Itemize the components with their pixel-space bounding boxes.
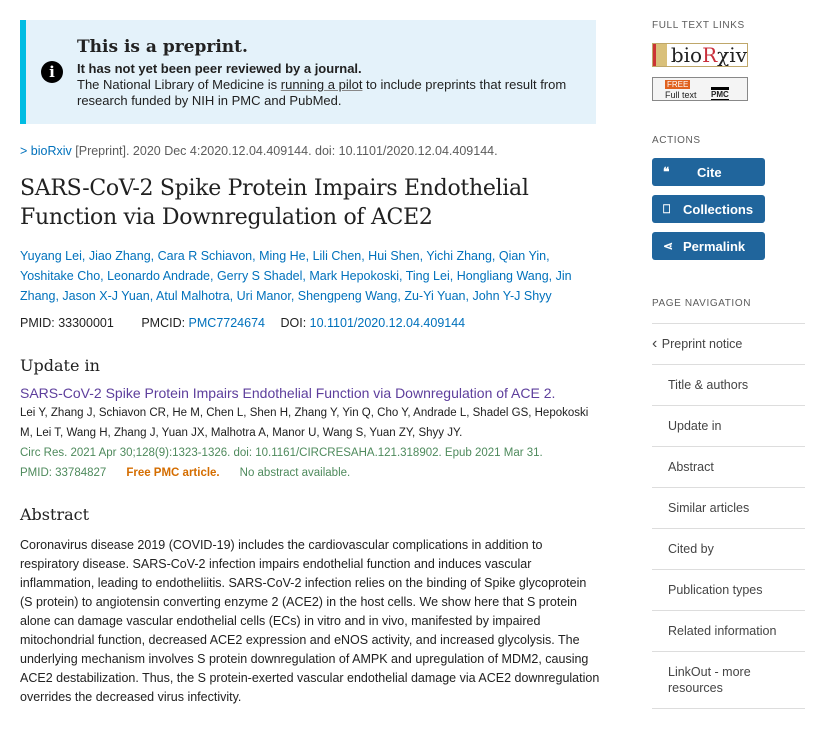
nav-item[interactable] [652,570,805,611]
notice-heading: This is a preprint. [77,37,248,57]
author-link[interactable]: Qian Yin [498,249,547,263]
author-link[interactable]: Yoshitake Cho [20,269,101,283]
update-title-link[interactable]: SARS-CoV-2 Spike Protein Impairs Endothelial Function via Downregulation of ACE 2. [20,385,556,401]
author-link[interactable]: Ting Lei [405,269,450,283]
nav-item[interactable] [652,365,805,406]
cite-label: Cite [697,164,722,180]
sidebar [652,20,805,709]
identifiers [20,316,600,330]
page-navigation [652,323,805,709]
author-link[interactable]: Hui Shen [368,249,420,263]
no-abstract-note: No abstract available. [239,467,351,479]
nav-item[interactable] [652,447,805,488]
permalink-label: Permalink [683,238,746,254]
page-title: SARS-CoV-2 Spike Protein Impairs Endothelial Function via Downregulation of ACE2 [20,176,529,230]
full-text-links-label: FULL TEXT LINKS [652,20,745,31]
biorxiv-logo-link[interactable]: bio R χiv [652,43,748,67]
nav-item-label: Abstract [668,460,714,474]
authors-list: Yuyang Lei, Jiao Zhang, Cara R Schiavon, Ming He, Lili Chen, Hui Shen, Yichi Zhang, Qian Yin, Yoshitake Cho, Leonardo Andrade, Gerry S Shadel, Mark Hepokoski, Ting Lei, Hongliang Wang, Jin Zhang, Jason X-J Yuan, Atul Malhotra, Uri Manor, Shengpeng Wang, Zu-Yi Yuan, John Y-J Shyy [20,249,572,303]
doi-label: DOI: [280,316,310,330]
doi-link[interactable]: 10.1101/2020.12.04.409144 [309,316,466,330]
update-journal: Circ Res. 2021 Apr 30;128(9):1323-1326. doi: 10.1161/CIRCRESAHA.121.318902. Epub 2021 Mar 31. [20,447,543,459]
pmc-label: PMC [711,87,729,100]
source-name: bioRxiv [30,144,72,158]
nav-item[interactable] [652,611,805,652]
update-heading: Update in [20,356,100,375]
chevron-left-icon: ‹ [652,335,662,352]
pmcid-link[interactable]: PMC7724674 [188,316,265,330]
abstract-heading: Abstract [20,505,90,524]
author-link[interactable]: Zu-Yi Yuan [404,289,466,303]
cite-button[interactable] [652,158,765,186]
nav-item-label: Preprint notice [661,337,743,351]
author-link[interactable]: Yichi Zhang [426,249,492,263]
notice-text [77,77,597,109]
free-label: FREE [667,80,689,89]
pmid-label: PMID: [20,316,59,330]
author-link[interactable]: Shengpeng Wang [297,289,398,303]
actions-label: ACTIONS [652,135,701,146]
nav-item-label: Similar articles [668,501,750,515]
notice-text-after: to include preprints that result from research funded by NIH in PMC and PubMed. [77,77,567,108]
abstract-text: Coronavirus disease 2019 (COVID-19) includes the cardiovascular complications in addition to respiratory disease. SARS-CoV-2 infection impairs endothelial function and induces vascular inflammation, leading to endotheliitis. SARS-CoV-2 infection relies on the binding of Spike glycoprotein (S protein) to angiotensin converting enzyme 2 (ACE2) in the host cells. We show here that S protein alone can damage vascular endothelial cells (ECs) in vitro and in vivo, manifested by impaired mitochondrial function, decreased ACE2 expression and eNOS activity, and increased glycolysis. The underlying mechanism involves S protein downregulation of AMPK and upregulation of MDM2, causing ACE2 destabilization. Thus, the S protein-exerted vascular endothelial damage via ACE2 downregulation overrides the decreased virus infectivity. [20,538,600,704]
permalink-button[interactable] [652,232,765,260]
notice-text-before: The National Library of Medicine is [77,77,281,92]
author-link[interactable]: Cara R Schiavon [157,249,253,263]
pmid-value: 33300001 [58,316,114,330]
nav-item[interactable] [652,652,805,709]
author-link[interactable]: Jason X-J Yuan [62,289,150,303]
nav-item-label: Publication types [668,583,763,597]
author-link[interactable]: Lili Chen [312,249,362,263]
bookmark-icon: ⎕ [663,201,671,216]
collections-button[interactable] [652,195,765,223]
nav-item[interactable] [652,488,805,529]
pmc-free-full-text-link[interactable] [652,77,748,101]
main-content [20,20,600,707]
author-link[interactable]: Mark Hepokoski [309,269,399,283]
share-icon: ⋖ [663,239,674,253]
full-text-label: Full text [665,90,697,100]
pmid [20,316,126,330]
citation-details: [Preprint]. 2020 Dec 4:2020.12.04.409144. doi: 10.1101/2020.12.04.409144. [71,144,498,158]
nav-item-label: LinkOut - more resources [668,665,751,695]
update-pmid: PMID: 33784827 [20,467,107,479]
doi [280,316,465,330]
preprint-notice [20,20,596,124]
author-link[interactable]: John Y-J Shyy [472,289,552,303]
nav-item[interactable] [652,529,805,570]
author-link[interactable]: Gerry S Shadel [216,269,303,283]
citation [20,144,600,158]
free-pmc-badge: Free PMC article. [126,467,220,479]
seal-icon [653,44,667,66]
nav-item-label: Related information [668,624,777,638]
running-pilot-link[interactable]: running a pilot [280,77,363,92]
nav-item[interactable] [652,324,805,365]
pmcid [141,316,265,330]
author-link[interactable]: Yuyang Lei [20,249,82,263]
author-link[interactable]: Jiao Zhang [88,249,151,263]
collections-label: Collections [683,201,754,217]
nav-item-label: Title & authors [668,378,749,392]
author-link[interactable]: Hongliang Wang [456,269,549,283]
page-navigation-label: PAGE NAVIGATION [652,298,752,309]
author-link[interactable]: Atul Malhotra [156,289,230,303]
info-icon: i [41,61,63,83]
update-meta [20,463,600,483]
update-authors: Lei Y, Zhang J, Schiavon CR, He M, Chen L, Shen H, Zhang Y, Yin Q, Cho Y, Andrade L, Shadel GS, Hepokoski M, Lei T, Wang H, Zhang J, Yuan JX, Malhotra A, Manor U, Wang S, Yuan ZY, Shyy JY. [20,407,589,439]
notice-bold: It has not yet been peer reviewed by a journal. [77,61,362,76]
author-link[interactable]: Jin Zhang [20,269,572,303]
nav-item-label: Cited by [668,542,714,556]
author-link[interactable]: Uri Manor [236,289,291,303]
pmcid-label: PMCID: [141,316,189,330]
nav-item-label: Update in [668,419,722,433]
nav-item[interactable] [652,406,805,447]
quote-icon: ❝ [663,165,670,179]
author-link[interactable]: Ming He [259,249,306,263]
source-link[interactable]: > bioRxiv [20,144,72,158]
author-link[interactable]: Leonardo Andrade [107,269,210,283]
